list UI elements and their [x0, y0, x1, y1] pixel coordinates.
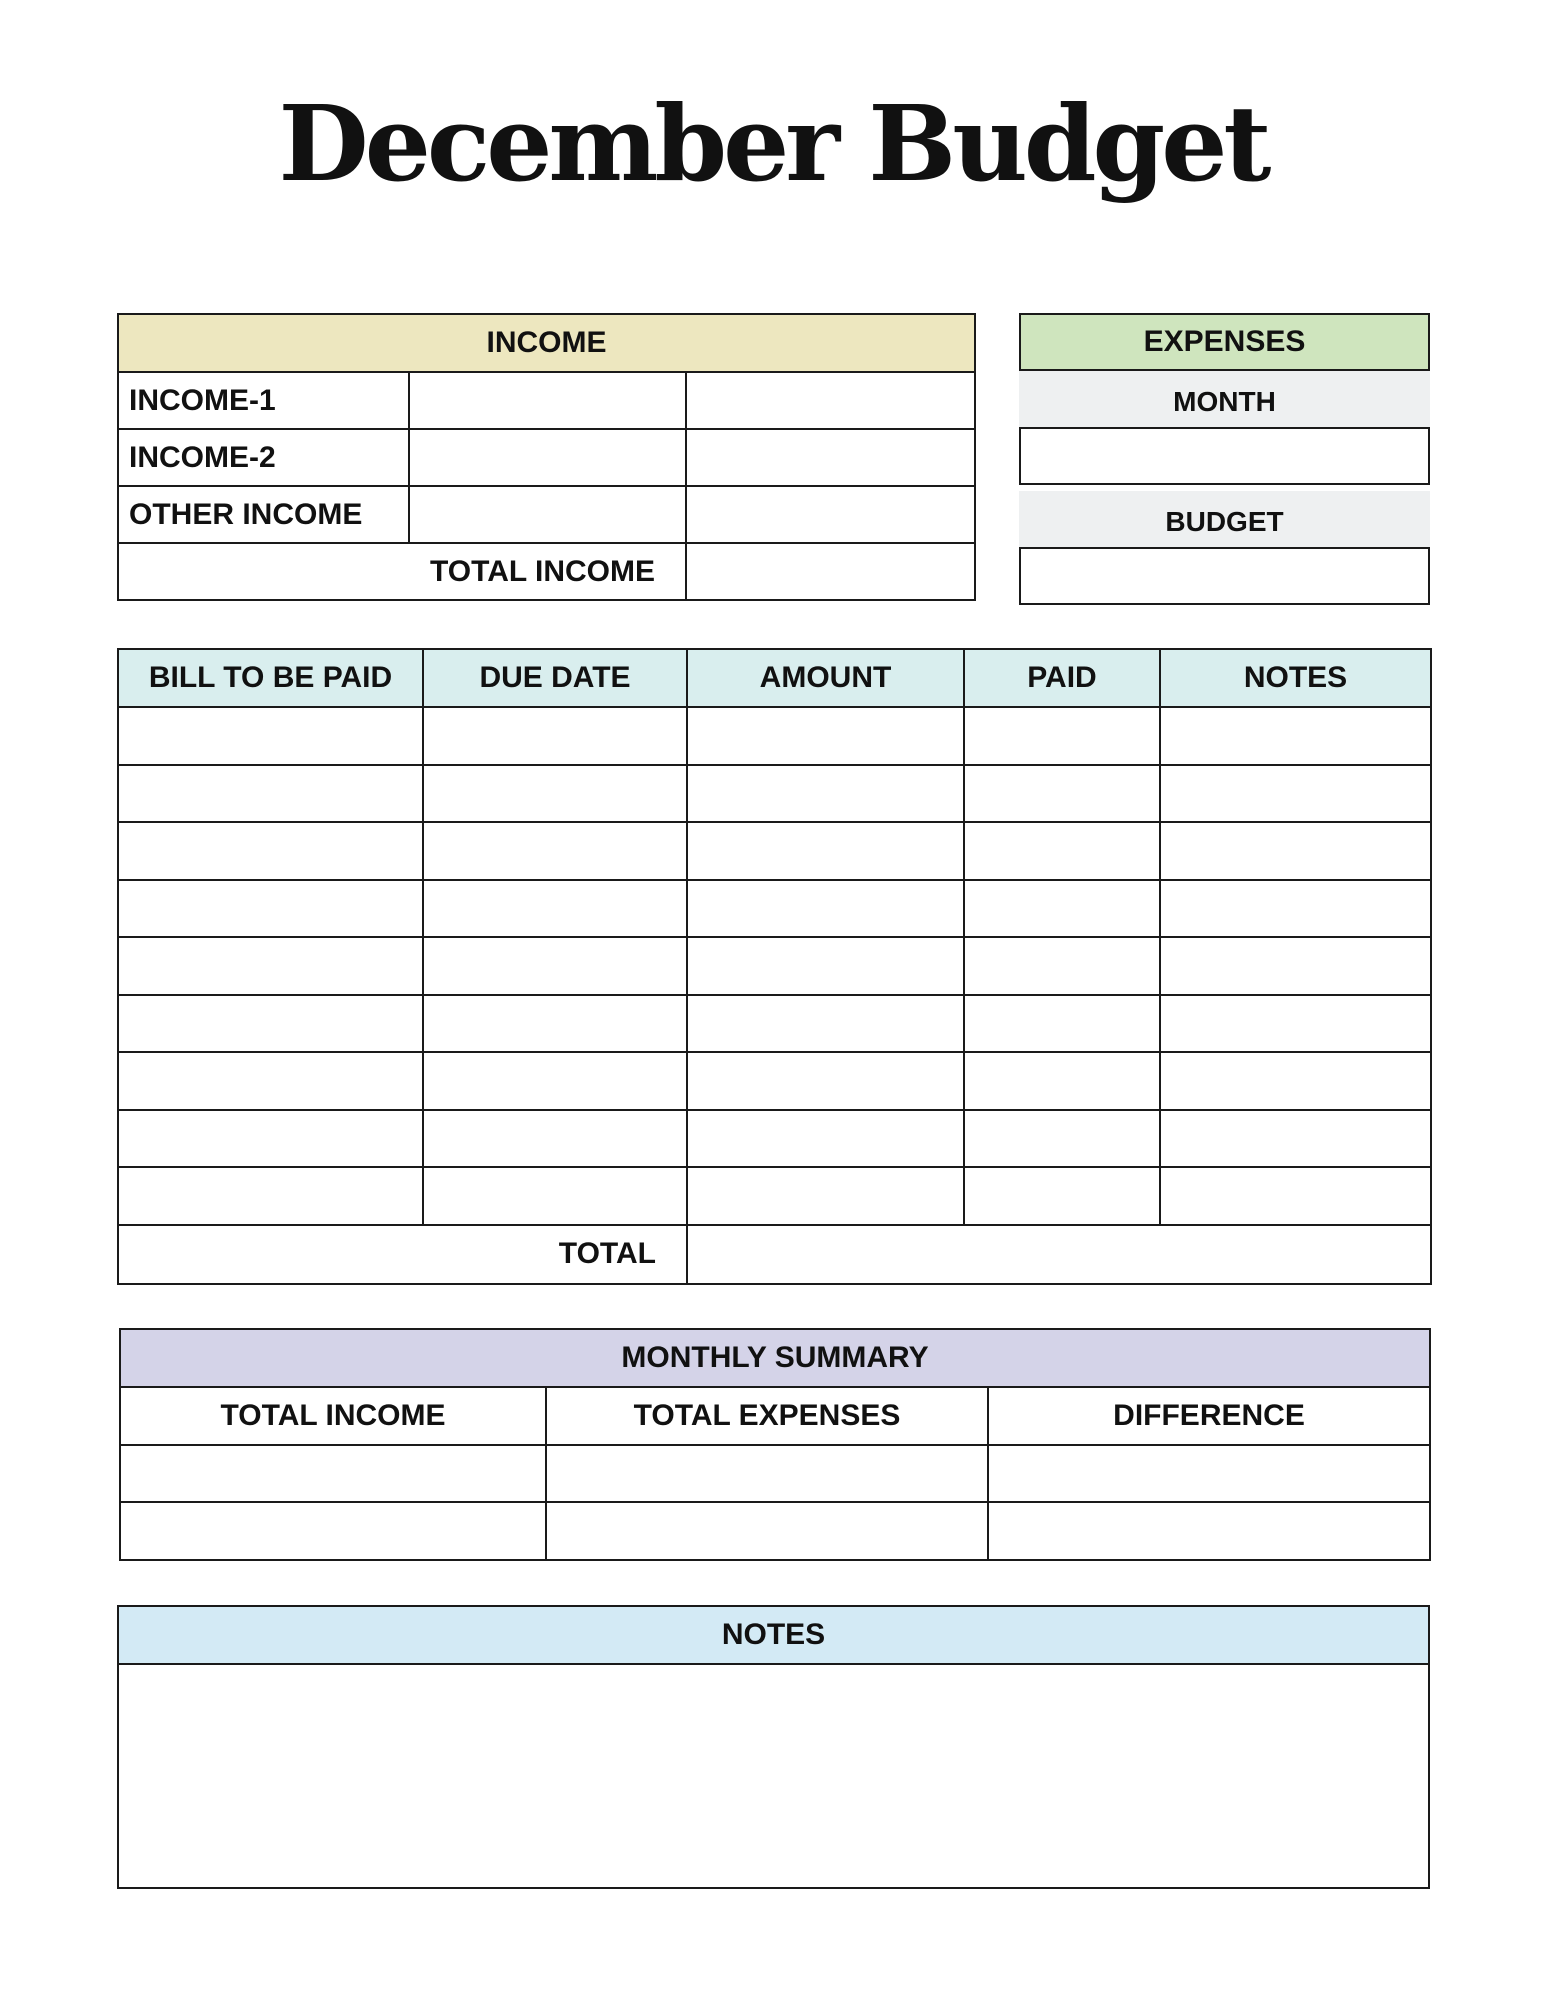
notes-area[interactable]	[118, 1664, 1429, 1888]
paid-column-header: PAID	[964, 649, 1160, 707]
total-income-field[interactable]	[686, 543, 975, 600]
notes-cell[interactable]	[1160, 1110, 1431, 1168]
notes-cell[interactable]	[1160, 995, 1431, 1053]
notes-cell[interactable]	[1160, 880, 1431, 938]
due-date-cell[interactable]	[423, 765, 687, 823]
bill-cell[interactable]	[118, 707, 423, 765]
income-2-field-b[interactable]	[686, 429, 975, 486]
month-label: MONTH	[1019, 371, 1430, 427]
bill-cell[interactable]	[118, 1167, 423, 1225]
income-table	[117, 313, 976, 601]
table-row	[120, 1445, 1430, 1503]
paid-cell[interactable]	[964, 1110, 1160, 1168]
amount-cell[interactable]	[687, 822, 964, 880]
bills-total-label: TOTAL	[118, 1225, 687, 1284]
paid-cell[interactable]	[964, 880, 1160, 938]
amount-cell[interactable]	[687, 1052, 964, 1110]
table-row	[118, 1052, 1431, 1110]
table-row	[118, 765, 1431, 823]
notes-cell[interactable]	[1160, 765, 1431, 823]
notes-header: NOTES	[118, 1606, 1429, 1664]
page-title: December Budget	[278, 82, 1268, 205]
notes-table	[117, 1605, 1430, 1889]
table-row	[118, 372, 975, 429]
expenses-box	[1019, 313, 1430, 605]
paid-cell[interactable]	[964, 937, 1160, 995]
due-date-cell[interactable]	[423, 1167, 687, 1225]
summary-difference-cell[interactable]	[988, 1502, 1430, 1560]
bill-cell[interactable]	[118, 995, 423, 1053]
amount-cell[interactable]	[687, 1110, 964, 1168]
summary-total-income-header: TOTAL INCOME	[120, 1387, 546, 1445]
bill-cell[interactable]	[118, 880, 423, 938]
table-row	[118, 486, 975, 543]
due-date-column-header: DUE DATE	[423, 649, 687, 707]
paid-cell[interactable]	[964, 765, 1160, 823]
amount-column-header: AMOUNT	[687, 649, 964, 707]
due-date-cell[interactable]	[423, 707, 687, 765]
table-row	[118, 707, 1431, 765]
due-date-cell[interactable]	[423, 1110, 687, 1168]
income-2-field-a[interactable]	[409, 429, 686, 486]
paid-cell[interactable]	[964, 1052, 1160, 1110]
due-date-cell[interactable]	[423, 880, 687, 938]
due-date-cell[interactable]	[423, 822, 687, 880]
bill-cell[interactable]	[118, 1052, 423, 1110]
summary-header: MONTHLY SUMMARY	[120, 1329, 1430, 1387]
table-row	[118, 937, 1431, 995]
other-income-label: OTHER INCOME	[118, 486, 409, 543]
bill-cell[interactable]	[118, 765, 423, 823]
notes-cell[interactable]	[1160, 1167, 1431, 1225]
paid-cell[interactable]	[964, 707, 1160, 765]
summary-income-cell[interactable]	[120, 1502, 546, 1560]
budget-label: BUDGET	[1019, 491, 1430, 547]
summary-total-expenses-header: TOTAL EXPENSES	[546, 1387, 988, 1445]
paid-cell[interactable]	[964, 1167, 1160, 1225]
total-income-label: TOTAL INCOME	[118, 543, 686, 600]
income-1-label: INCOME-1	[118, 372, 409, 429]
amount-cell[interactable]	[687, 880, 964, 938]
amount-cell[interactable]	[687, 707, 964, 765]
notes-cell[interactable]	[1160, 707, 1431, 765]
other-income-field-b[interactable]	[686, 486, 975, 543]
table-row	[118, 429, 975, 486]
paid-cell[interactable]	[964, 822, 1160, 880]
bill-column-header: BILL TO BE PAID	[118, 649, 423, 707]
amount-cell[interactable]	[687, 765, 964, 823]
summary-income-cell[interactable]	[120, 1445, 546, 1503]
other-income-field-a[interactable]	[409, 486, 686, 543]
notes-cell[interactable]	[1160, 937, 1431, 995]
expenses-header: EXPENSES	[1019, 313, 1430, 371]
income-header: INCOME	[118, 314, 975, 372]
notes-cell[interactable]	[1160, 1052, 1431, 1110]
summary-expenses-cell[interactable]	[546, 1502, 988, 1560]
table-row	[118, 543, 975, 600]
bill-cell[interactable]	[118, 1110, 423, 1168]
table-row	[118, 880, 1431, 938]
due-date-cell[interactable]	[423, 995, 687, 1053]
table-row	[118, 1110, 1431, 1168]
table-row	[118, 1167, 1431, 1225]
budget-field[interactable]	[1019, 547, 1430, 605]
table-row	[118, 1225, 1431, 1284]
bill-cell[interactable]	[118, 937, 423, 995]
notes-cell[interactable]	[1160, 822, 1431, 880]
table-row	[118, 995, 1431, 1053]
due-date-cell[interactable]	[423, 937, 687, 995]
bills-total-field[interactable]	[687, 1225, 1431, 1284]
summary-table	[119, 1328, 1431, 1561]
amount-cell[interactable]	[687, 995, 964, 1053]
amount-cell[interactable]	[687, 1167, 964, 1225]
bills-table	[117, 648, 1432, 1285]
month-field[interactable]	[1019, 427, 1430, 485]
income-1-field-a[interactable]	[409, 372, 686, 429]
summary-difference-header: DIFFERENCE	[988, 1387, 1430, 1445]
table-row	[118, 822, 1431, 880]
income-1-field-b[interactable]	[686, 372, 975, 429]
notes-column-header: NOTES	[1160, 649, 1431, 707]
due-date-cell[interactable]	[423, 1052, 687, 1110]
bill-cell[interactable]	[118, 822, 423, 880]
amount-cell[interactable]	[687, 937, 964, 995]
paid-cell[interactable]	[964, 995, 1160, 1053]
summary-difference-cell[interactable]	[988, 1445, 1430, 1503]
summary-expenses-cell[interactable]	[546, 1445, 988, 1503]
income-2-label: INCOME-2	[118, 429, 409, 486]
table-row	[120, 1502, 1430, 1560]
